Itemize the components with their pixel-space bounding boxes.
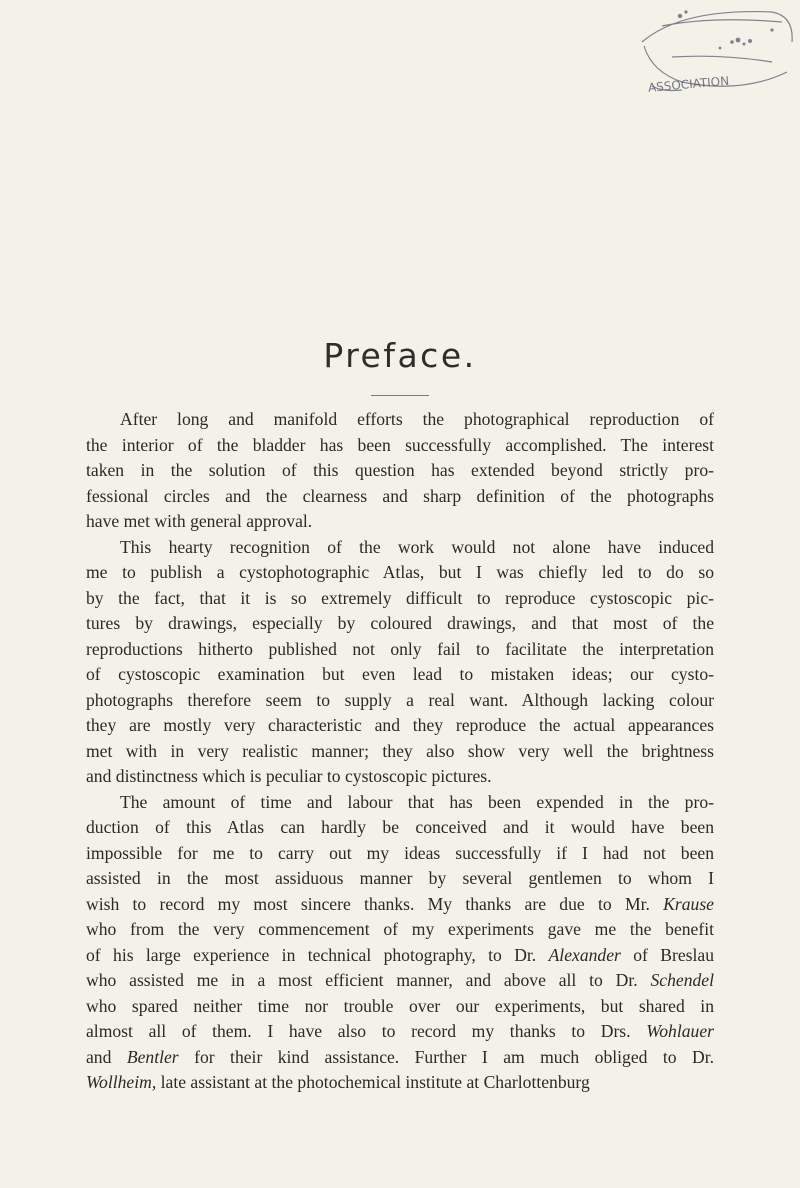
text-line: and Bentler for their kind assistance. Further I am much obliged to Dr. bbox=[86, 1046, 714, 1067]
text-line: who assisted me in a most efficient manner, and above all to Dr. Schendel bbox=[86, 970, 714, 990]
text-line: wish to record my most sincere thanks. My thanks are due to Mr. Krause bbox=[86, 893, 714, 914]
text-line: by the fact, that it is so extremely difficult to reproduce cystoscopic pic- bbox=[86, 587, 714, 608]
person-name: Wohlauer bbox=[646, 1021, 714, 1041]
paragraph bbox=[86, 535, 714, 790]
text-line: photographs therefore seem to supply a real want. Although lacking colour bbox=[86, 689, 714, 710]
text-line: who spared neither time nor trouble over our experiments, but shared in bbox=[86, 995, 714, 1016]
person-name: Schendel bbox=[650, 970, 714, 990]
title-rule bbox=[371, 395, 429, 396]
library-stamp-graphic bbox=[622, 2, 798, 102]
text-line: impossible for me to carry out my ideas successfully if I had not been bbox=[86, 842, 714, 863]
text-line: fessional circles and the clearness and sharp definition of the photographs bbox=[86, 485, 714, 506]
text-line: of cystoscopic examination but even lead to mistaken ideas; our cysto- bbox=[86, 664, 714, 684]
text-line: they are mostly very characteristic and they reproduce the actual appearances bbox=[86, 715, 714, 735]
person-name: Bentler bbox=[126, 1046, 179, 1067]
text-line: and distinctness which is peculiar to cystoscopic pictures. bbox=[86, 766, 492, 786]
person-name: Alexander bbox=[548, 944, 621, 965]
paragraph bbox=[86, 407, 714, 535]
text-line: duction of this Atlas can hardly be conceived and it would have been bbox=[86, 817, 714, 837]
text-line: who from the very commencement of my experiments gave me the benefit bbox=[86, 919, 714, 939]
person-name: Wollheim, bbox=[86, 1072, 157, 1092]
text-line: reproductions hitherto published not only fail to facilitate the interpretation bbox=[86, 638, 714, 659]
text-line: After long and manifold efforts the photographical reproduction of bbox=[120, 409, 714, 429]
person-name: Krause bbox=[663, 893, 714, 914]
text-line: of his large experience in technical photography, to Dr. Alexander of Breslau bbox=[86, 944, 715, 965]
text-line: tures by drawings, especially by coloured drawings, and that most of the bbox=[86, 613, 714, 633]
text-line: taken in the solution of this question has extended beyond strictly pro- bbox=[86, 460, 714, 480]
library-stamp bbox=[622, 2, 798, 102]
text-line: the interior of the bladder has been successfully accomplished. The interest bbox=[86, 434, 714, 455]
text-line: have met with general approval. bbox=[86, 511, 313, 531]
text-line: met with in very realistic manner; they also show very well the brightness bbox=[86, 740, 714, 761]
stamp-text: ASSOCIATION bbox=[647, 73, 730, 95]
text-line: This hearty recognition of the work would not alone have induced bbox=[120, 536, 714, 557]
text-line: Wollheim, late assistant at the photochemical institute at Charlottenburg bbox=[86, 1072, 590, 1092]
text-line: almost all of them. I have also to record my thanks to Drs. Wohlauer bbox=[86, 1021, 714, 1041]
page-title: Preface. bbox=[323, 336, 477, 375]
text-line: The amount of time and labour that has been expended in the pro- bbox=[120, 791, 714, 812]
text-line: me to publish a cystophotographic Atlas, but I was chiefly led to do so bbox=[86, 562, 714, 582]
preface-body bbox=[86, 407, 714, 1096]
text-line: assisted in the most assiduous manner by several gentlemen to whom I bbox=[86, 868, 714, 888]
paragraph bbox=[86, 790, 714, 1096]
